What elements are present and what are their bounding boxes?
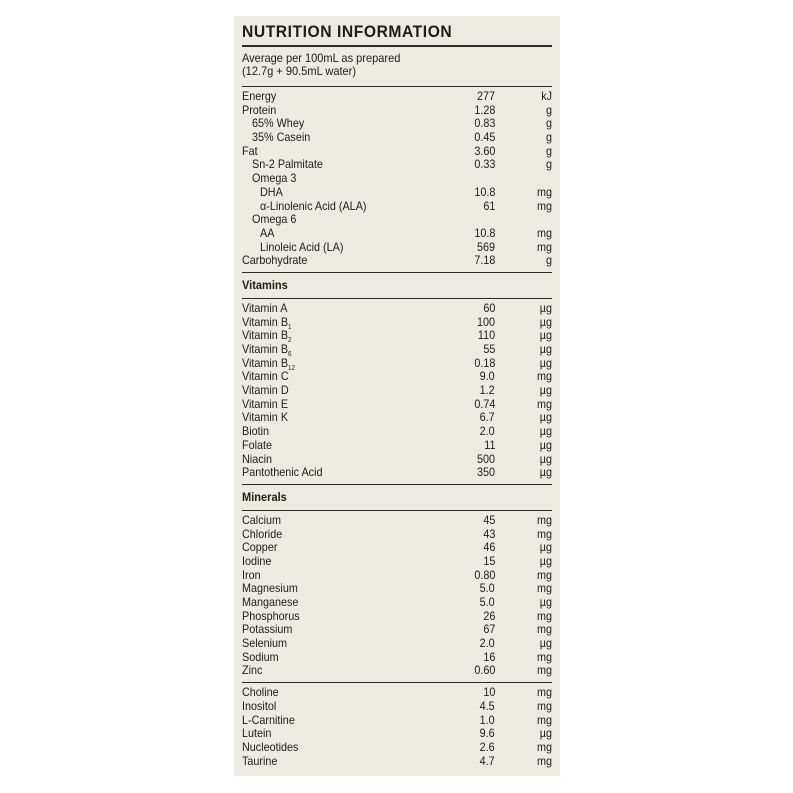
nutrient-value: 16 (482, 649, 495, 664)
nutrient-value: 61 (482, 198, 495, 213)
nutrient-unit: mg (536, 239, 552, 254)
nutrient-row (242, 755, 552, 769)
nutrient-value: 9.6 (479, 726, 495, 741)
nutrient-name (242, 316, 292, 330)
nutrient-name (242, 302, 287, 316)
nutrient-unit: g (545, 130, 552, 145)
nutrient-name (242, 384, 289, 398)
nutrient-unit: kJ (541, 89, 552, 103)
nutrient-row (242, 514, 552, 528)
nutrient-name (242, 411, 288, 425)
nutrient-name (252, 158, 323, 172)
nutrient-value: 3.60 (473, 143, 495, 158)
section-spacer (242, 768, 552, 772)
nutrient-name (242, 398, 288, 412)
nutrient-row (242, 664, 552, 678)
nutrient-unit: µg (539, 342, 552, 356)
nutrient-name-text: Vitamin E (242, 396, 289, 411)
nutrient-unit: mg (536, 184, 552, 199)
nutrient-row (242, 398, 552, 412)
nutrient-value: 0.74 (473, 396, 495, 411)
nutrient-value: 4.7 (479, 753, 495, 768)
nutrient-row (242, 596, 552, 610)
section-heading: Vitamins (242, 277, 288, 292)
nutrient-value: 46 (482, 540, 495, 555)
nutrient-unit: mg (536, 649, 552, 664)
nutrient-name (242, 686, 279, 700)
nutrient-name (242, 741, 298, 755)
nutrient-unit: g (545, 102, 552, 117)
nutrient-row (242, 610, 552, 624)
nutrient-value: 60 (482, 300, 495, 315)
nutrient-name-text: Iodine (242, 553, 272, 568)
nutrient-name-text: AA (260, 225, 275, 240)
nutrient-unit: µg (539, 553, 552, 568)
panel-title: NUTRITION INFORMATION (242, 22, 453, 41)
nutrient-name (242, 514, 281, 528)
nutrient-unit: µg (539, 300, 552, 315)
nutrient-name-text: Omega 3 (252, 171, 297, 186)
nutrient-value: 0.33 (473, 157, 495, 172)
nutrient-unit: µg (539, 451, 552, 466)
nutrient-name-text: Vitamin C (242, 369, 289, 384)
nutrient-value: 1.28 (473, 102, 495, 117)
nutrient-value: 100 (476, 314, 495, 329)
nutrient-row (242, 117, 552, 131)
nutrient-unit: g (545, 157, 552, 172)
nutrient-name-text: 35% Casein (252, 130, 311, 145)
nutrient-name-text: Zinc (242, 663, 263, 678)
nutrient-name (242, 370, 289, 384)
section-heading: Minerals (242, 489, 287, 504)
nutrient-unit: mg (536, 225, 552, 240)
nutrient-value: 4.5 (479, 698, 495, 713)
nutrient-name-text: 65% Whey (252, 116, 305, 131)
nutrient-name (260, 241, 343, 255)
nutrient-name (242, 329, 292, 343)
nutrient-name (242, 610, 300, 624)
nutrient-name (242, 145, 258, 159)
nutrient-name-text: Vitamin B (242, 342, 289, 356)
nutrient-name (242, 637, 287, 651)
nutrient-unit: g (545, 253, 552, 268)
nutrient-row (242, 700, 552, 714)
nutrient-row (242, 145, 552, 159)
nutrient-rows (242, 87, 552, 272)
nutrient-row (242, 158, 552, 172)
nutrient-subscript: 1 (288, 323, 292, 331)
nutrition-panel (234, 16, 560, 776)
nutrient-unit: mg (536, 369, 552, 384)
nutrient-row (242, 569, 552, 583)
nutrient-name-text: Protein (242, 102, 277, 117)
nutrient-name (242, 569, 261, 583)
nutrient-unit: mg (536, 753, 552, 768)
nutrient-name (242, 555, 271, 569)
nutrient-unit: mg (536, 712, 552, 727)
nutrient-unit: µg (539, 540, 552, 555)
nutrient-name-text: Phosphorus (242, 608, 300, 623)
nutrient-value: 10.8 (473, 225, 495, 240)
nutrient-row (242, 357, 552, 371)
nutrient-name (260, 186, 283, 200)
nutrient-name (242, 425, 269, 439)
nutrient-name (242, 453, 272, 467)
nutrient-name (242, 466, 322, 480)
nutrient-value: 5.0 (479, 581, 495, 596)
nutrient-value: 0.18 (473, 355, 495, 370)
nutrient-name-text: Manganese (242, 595, 299, 609)
nutrient-name-text: Niacin (242, 451, 273, 466)
nutrient-row (242, 623, 552, 637)
nutrient-row (242, 741, 552, 755)
nutrient-name-text: Nucleotides (242, 739, 299, 754)
nutrient-name (242, 439, 272, 453)
nutrient-value: 10 (482, 685, 495, 700)
nutrient-name-text: Inositol (242, 698, 277, 713)
nutrient-unit: mg (536, 512, 552, 527)
nutrient-row (242, 714, 552, 728)
nutrient-value: 10.8 (473, 184, 495, 199)
nutrient-row (242, 466, 552, 480)
nutrient-name-text: Vitamin K (242, 410, 289, 425)
nutrient-row (242, 302, 552, 316)
nutrient-row (242, 104, 552, 118)
nutrient-name-text: Fat (242, 143, 258, 158)
nutrient-row (242, 411, 552, 425)
nutrient-name (252, 117, 304, 131)
nutrient-name-text: Vitamin A (242, 300, 288, 315)
nutrient-subscript: 2 (288, 337, 292, 345)
nutrient-value: 6.7 (479, 410, 495, 425)
nutrient-sections (242, 86, 552, 772)
nutrient-name (242, 254, 307, 268)
nutrient-subscript: 6 (288, 351, 292, 358)
nutrient-value: 0.80 (473, 567, 495, 582)
nutrient-name-text: Copper (242, 540, 278, 555)
nutrient-name-text: Linoleic Acid (LA) (260, 239, 344, 254)
nutrient-unit: mg (536, 622, 552, 637)
nutrient-name-text: Pantothenic Acid (242, 465, 323, 480)
nutrient-row (242, 582, 552, 596)
nutrient-rows (242, 683, 552, 772)
nutrient-name-text: Vitamin D (242, 383, 289, 398)
nutrient-subscript: 12 (288, 364, 296, 372)
nutrient-name-text: Vitamin B (242, 314, 289, 329)
nutrient-unit: mg (536, 698, 552, 713)
nutrient-value: 15 (482, 553, 495, 568)
nutrient-unit: mg (536, 396, 552, 411)
nutrient-name-text: Choline (242, 685, 279, 700)
nutrient-row (242, 316, 552, 330)
nutrient-row (242, 90, 552, 104)
nutrient-value: 500 (476, 451, 495, 466)
nutrient-unit: mg (536, 198, 552, 213)
nutrient-unit: µg (539, 726, 552, 741)
nutrient-unit: µg (539, 465, 552, 480)
nutrient-value: 1.0 (479, 712, 495, 727)
nutrient-name (260, 227, 274, 241)
nutrient-unit: g (545, 116, 552, 131)
nutrient-name (242, 343, 292, 357)
nutrient-value: 11 (483, 437, 495, 452)
nutrient-name-text: Omega 6 (252, 212, 297, 227)
nutrient-row (242, 186, 552, 200)
nutrient-value: 26 (482, 608, 495, 623)
nutrient-row (242, 439, 552, 453)
nutrient-row (242, 241, 552, 255)
nutrient-name-text: Potassium (242, 622, 293, 637)
nutrient-name-text: Vitamin B (242, 328, 289, 343)
nutrient-value: 43 (482, 526, 495, 541)
nutrient-row (242, 254, 552, 268)
nutrient-row (242, 727, 552, 741)
nutrient-value: 9.0 (479, 369, 495, 384)
nutrient-rows (242, 511, 552, 682)
nutrient-value: 277 (476, 89, 495, 103)
nutrient-unit: g (545, 143, 552, 158)
serving-line-1: Average per 100mL as prepared (242, 51, 401, 65)
nutrient-name-text: Sodium (242, 649, 279, 664)
nutrient-unit: mg (536, 663, 552, 678)
nutrient-name-text: Magnesium (242, 581, 298, 596)
nutrient-name (242, 104, 276, 118)
nutrient-name-text: Calcium (242, 512, 282, 527)
nutrient-name-text: Energy (242, 89, 277, 103)
nutrient-name-text: DHA (260, 184, 283, 199)
nutrient-value: 350 (476, 465, 495, 480)
nutrient-unit: µg (539, 595, 552, 609)
nutrient-name-text: Carbohydrate (242, 253, 308, 268)
nutrient-unit: µg (539, 355, 552, 370)
nutrient-name-text: Taurine (242, 753, 278, 768)
nutrient-unit: µg (539, 383, 552, 398)
nutrient-name (242, 714, 295, 728)
nutrient-unit: mg (536, 685, 552, 700)
nutrient-unit: mg (536, 739, 552, 754)
nutrient-name (242, 755, 277, 769)
nutrient-name-text: Sn-2 Palmitate (252, 157, 323, 172)
serving-line-2: (12.7g + 90.5mL water) (242, 64, 357, 78)
nutrient-unit: µg (539, 314, 552, 329)
nutrient-row (242, 528, 552, 542)
nutrient-row (242, 213, 552, 227)
nutrient-unit: mg (536, 526, 552, 541)
nutrient-name (242, 596, 298, 610)
nutrient-name (242, 90, 276, 104)
nutrient-name (242, 651, 279, 665)
serving-description (242, 47, 550, 86)
nutrient-name (242, 541, 277, 555)
nutrient-name-text: Lutein (242, 726, 272, 741)
nutrient-value: 45 (482, 512, 495, 527)
nutrient-value: 2.6 (479, 739, 495, 754)
nutrient-value: 0.83 (473, 116, 495, 131)
nutrient-name-text: Vitamin B (242, 355, 289, 370)
nutrient-name-text: L-Carnitine (242, 712, 295, 727)
nutrient-name (242, 528, 282, 542)
nutrient-name-text: Iron (242, 567, 261, 582)
nutrient-row (242, 686, 552, 700)
nutrient-name-text: Biotin (242, 424, 270, 439)
nutrient-row (242, 200, 552, 214)
nutrient-value: 5.0 (479, 595, 495, 609)
nutrient-row (242, 651, 552, 665)
nutrient-name (260, 200, 366, 214)
nutrient-name (242, 727, 271, 741)
nutrient-value: 67 (482, 622, 495, 637)
nutrient-row (242, 425, 552, 439)
nutrient-name (242, 582, 298, 596)
nutrient-row (242, 227, 552, 241)
nutrient-unit: mg (536, 581, 552, 596)
nutrient-row (242, 131, 552, 145)
nutrient-unit: mg (536, 608, 552, 623)
nutrient-row (242, 555, 552, 569)
nutrient-value: 7.18 (473, 253, 495, 268)
nutrient-value: 2.0 (479, 424, 495, 439)
nutrient-rows (242, 299, 552, 484)
nutrient-value: 569 (476, 239, 495, 254)
nutrient-unit: µg (539, 437, 552, 452)
nutrient-name (252, 131, 310, 145)
nutrient-name (242, 357, 295, 371)
nutrient-name-text: α-Linolenic Acid (ALA) (260, 198, 367, 213)
nutrient-name (252, 213, 296, 227)
nutrient-value: 0.45 (473, 130, 495, 145)
nutrient-name-text: Folate (242, 437, 273, 452)
nutrient-name-text: Chloride (242, 526, 283, 541)
nutrient-value: 110 (477, 328, 495, 343)
nutrient-unit: µg (539, 328, 552, 343)
nutrient-unit: µg (539, 636, 552, 651)
nutrient-row (242, 343, 552, 357)
nutrient-unit: µg (539, 410, 552, 425)
nutrient-row (242, 453, 552, 467)
nutrient-name (242, 664, 262, 678)
nutrient-value: 0.60 (473, 663, 495, 678)
nutrient-value: 1.2 (479, 383, 495, 398)
nutrient-unit: mg (536, 567, 552, 582)
nutrient-row (242, 541, 552, 555)
nutrient-row (242, 172, 552, 186)
nutrient-row (242, 370, 552, 384)
nutrient-value: 2.0 (479, 636, 495, 651)
nutrient-unit: µg (539, 424, 552, 439)
nutrient-row (242, 329, 552, 343)
nutrient-row (242, 384, 552, 398)
nutrient-name (242, 700, 276, 714)
nutrient-name (252, 172, 296, 186)
nutrient-value: 55 (482, 342, 495, 356)
nutrient-row (242, 637, 552, 651)
nutrient-name-text: Selenium (242, 636, 288, 651)
nutrient-name (242, 623, 292, 637)
